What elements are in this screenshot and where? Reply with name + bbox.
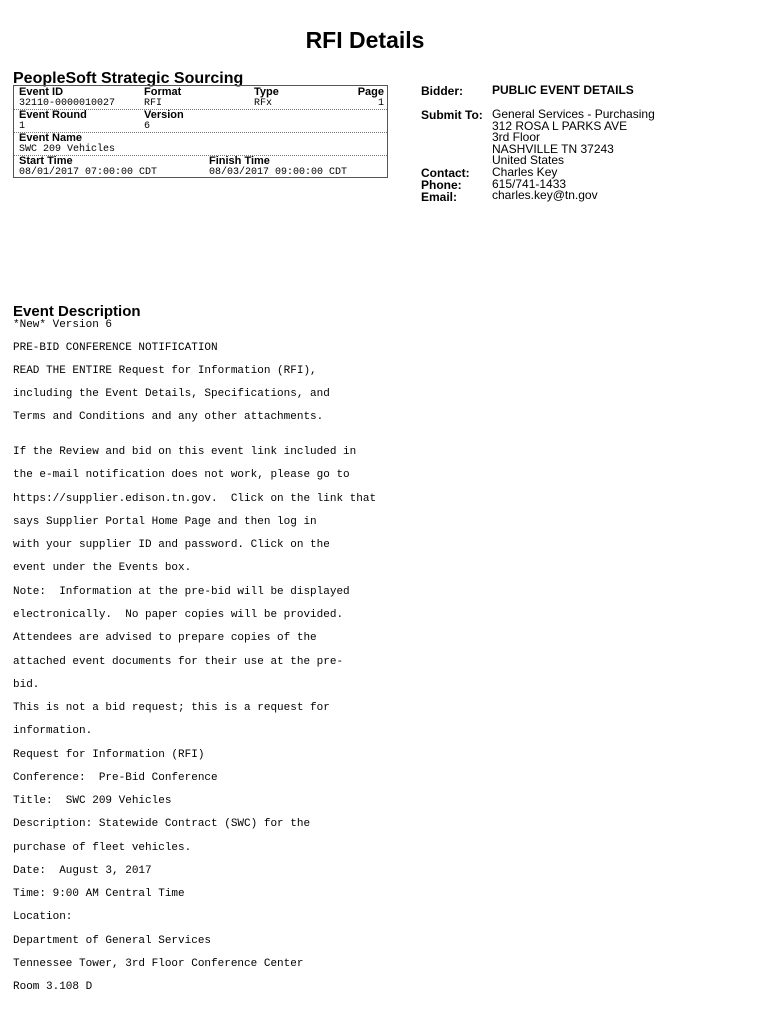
submit-address-line: United States — [492, 153, 565, 168]
description-line: attached event documents for their use at the pre- — [13, 656, 344, 668]
description-line: Tennessee Tower, 3rd Floor Conference Center — [13, 958, 304, 970]
event-name-value: SWC 209 Vehicles — [19, 144, 116, 155]
phone-value: 615/741-1433 — [492, 176, 567, 191]
description-line: Terms and Conditions and any other attachments. — [13, 411, 324, 423]
bidder-label: Bidder: — [421, 84, 463, 98]
description-line: If the Review and bid on this event link included in — [13, 446, 357, 458]
type-label: Type — [254, 86, 279, 98]
email-value: charles.key@tn.gov — [492, 188, 598, 203]
submit-address-line: NASHVILLE TN 37243 — [492, 141, 614, 156]
submit-to-label: Submit To: — [421, 108, 483, 122]
description-line: electronically. No paper copies will be provided. — [13, 609, 344, 621]
description-line: Date: August 3, 2017 — [13, 865, 152, 877]
page-title: RFI Details — [305, 27, 425, 53]
event-id-value: 32110-0000010027 — [19, 98, 116, 109]
phone-label: Phone: — [421, 178, 462, 192]
event-name-label: Event Name — [19, 132, 82, 144]
version-label: Version — [144, 109, 184, 121]
description-line: Department of General Services — [13, 935, 212, 947]
submit-address-line: 3rd Floor — [492, 130, 541, 145]
description-line: Description: Statewide Contract (SWC) for the — [13, 818, 311, 830]
version-value: 6 — [144, 121, 151, 132]
description-line: Time: 9:00 AM Central Time — [13, 888, 185, 900]
event-round-value: 1 — [19, 121, 26, 132]
description-line: *New* Version 6 — [13, 319, 113, 331]
description-line: says Supplier Portal Home Page and then log in — [13, 516, 317, 528]
description-line: https://supplier.edison.tn.gov. Click on the link that — [13, 493, 377, 505]
event-info-box — [13, 85, 388, 178]
description-line: the e-mail notification does not work, please go to — [13, 469, 350, 481]
finish-time-value: 08/03/2017 09:00:00 CDT — [209, 167, 348, 178]
format-label: Format — [144, 86, 182, 98]
description-line: with your supplier ID and password. Click on the — [13, 539, 330, 551]
description-line: Title: SWC 209 Vehicles — [13, 795, 172, 807]
start-time-value: 08/01/2017 07:00:00 CDT — [19, 167, 158, 178]
description-line: Location: — [13, 911, 73, 923]
description-line: Note: Information at the pre-bid will be displayed — [13, 586, 350, 598]
finish-time-label: Finish Time — [209, 155, 270, 167]
description-line: including the Event Details, Specifications, and — [13, 388, 330, 400]
page-label: Page — [357, 86, 384, 98]
description-line: Room 3.108 D — [13, 981, 93, 993]
description-line: event under the Events box. — [13, 562, 192, 574]
description-line: This is not a bid request; this is a request for — [13, 702, 330, 714]
event-id-label: Event ID — [19, 86, 64, 98]
event-description-heading: Event Description — [13, 303, 141, 320]
description-line: Conference: Pre-Bid Conference — [13, 772, 218, 784]
format-value: RFI — [144, 98, 163, 109]
email-label: Email: — [421, 189, 458, 204]
bidder-value: PUBLIC EVENT DETAILS — [492, 83, 634, 97]
start-time-label: Start Time — [19, 155, 73, 167]
page-value: 1 — [377, 98, 384, 109]
type-value: RFx — [254, 98, 273, 109]
contact-label: Contact: — [421, 166, 470, 180]
description-line: Request for Information (RFI) — [13, 749, 205, 761]
description-line: PRE-BID CONFERENCE NOTIFICATION — [13, 342, 218, 354]
contact-value: Charles Key — [492, 165, 558, 179]
description-line: purchase of fleet vehicles. — [13, 842, 192, 854]
submit-address-line: General Services - Purchasing — [492, 107, 655, 121]
description-line: information. — [13, 725, 93, 737]
description-line: Attendees are advised to prepare copies of the — [13, 632, 317, 644]
description-line: bid. — [13, 679, 40, 691]
event-round-label: Event Round — [19, 109, 87, 121]
submit-address-line: 312 ROSA L PARKS AVE — [492, 118, 628, 133]
description-line: READ THE ENTIRE Request for Information (RFI), — [13, 365, 317, 377]
organization-heading: PeopleSoft Strategic Sourcing — [13, 70, 244, 87]
